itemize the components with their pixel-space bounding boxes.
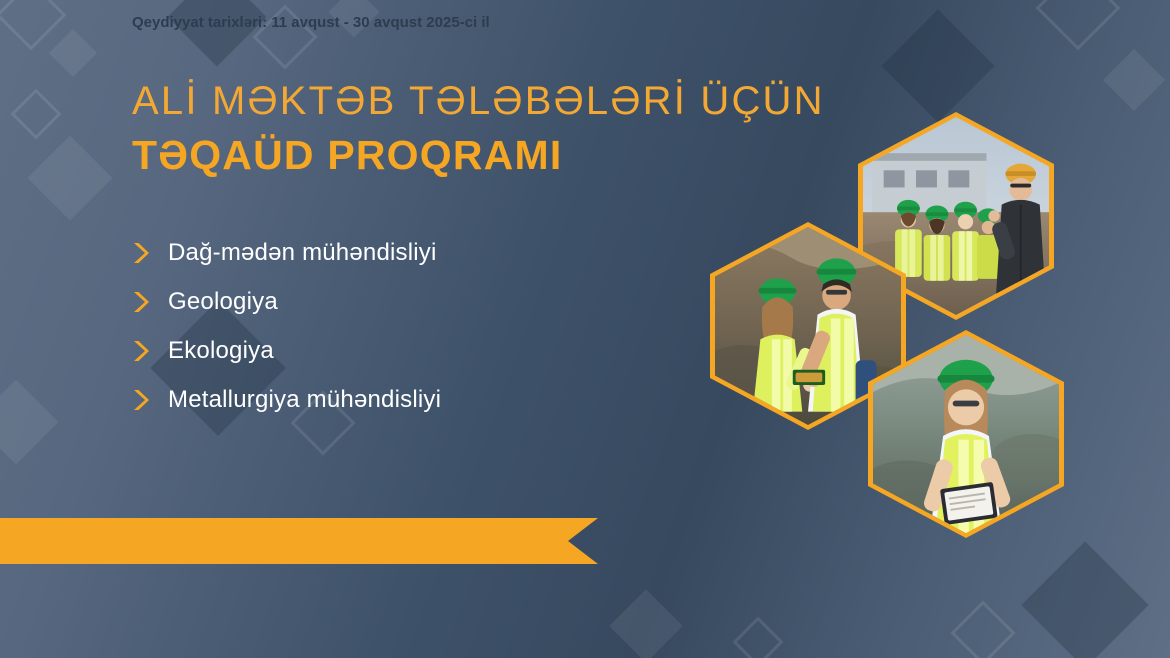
decorative-diamond-outline [11,89,62,140]
page-title: TƏQAÜD PROQRAMI [132,132,563,178]
list-item [128,277,441,326]
headline-line-1: ALİ MƏKTƏB TƏLƏBƏLƏRİ ÜÇÜN [132,79,825,123]
program-list [128,228,441,424]
chevron-right-icon [128,289,154,315]
list-item-label: Metallurgiya mühəndisliyi [168,385,442,413]
list-item-label: Geologiya [168,287,278,315]
decorative-diamond-outline [1036,0,1121,50]
decorative-diamond-filled [609,589,683,658]
decorative-diamond-outline [0,0,66,50]
list-item [128,228,441,277]
chevron-right-icon [128,387,154,413]
decorative-diamond-filled [49,29,97,77]
decorative-diamond-dark [1021,541,1148,658]
list-item-label: Dağ-mədən mühəndisliyi [168,238,437,266]
chevron-right-icon [128,240,154,266]
list-item [128,375,441,424]
photo-student-notebook-image [873,335,1059,533]
photo-cluster [666,100,1116,550]
list-item-label: Ekologiya [168,336,274,364]
registration-dates-ribbon [0,518,568,564]
decorative-diamond-filled [28,136,113,221]
decorative-diamond-filled [0,380,58,465]
decorative-diamond-outline [950,600,1015,658]
registration-dates-text: Qeydiyyat tarixləri: 11 avqust - 30 avqust 2025-ci il [132,14,490,31]
chevron-right-icon [128,338,154,364]
decorative-diamond-outline [733,617,784,658]
list-item [128,326,441,375]
